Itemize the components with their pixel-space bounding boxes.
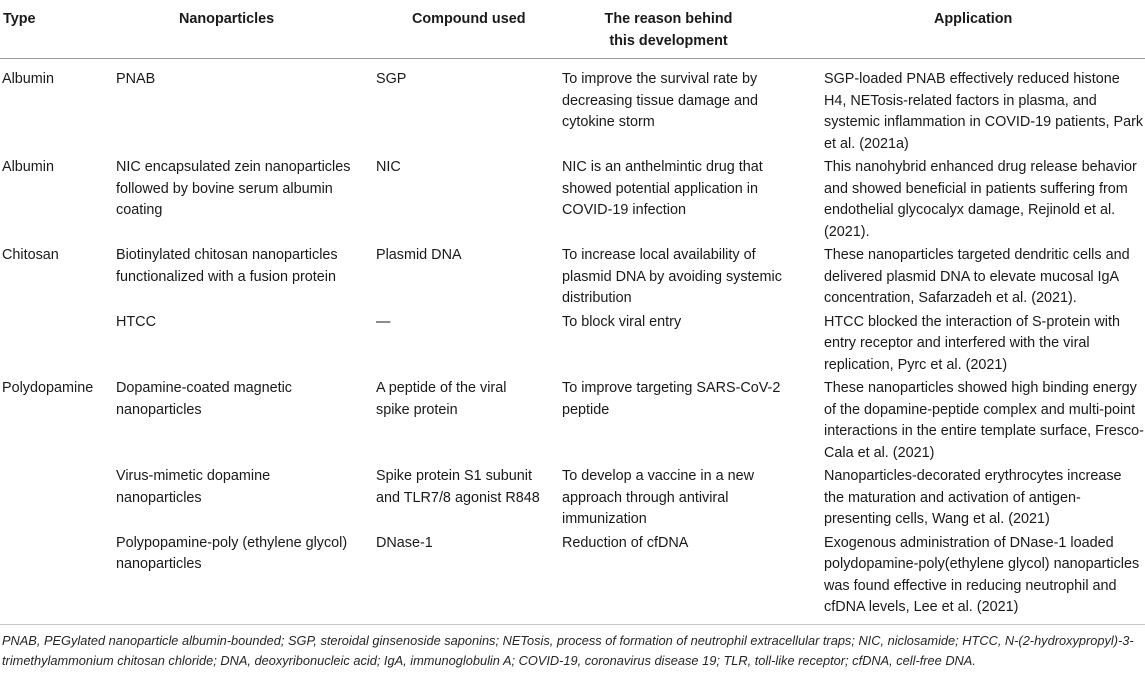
cell-compound: — [376, 313, 391, 330]
table-row [0, 243, 1145, 310]
cell-nanoparticles: Virus-mimetic dopamine nanoparticles [116, 468, 271, 506]
table-row [0, 310, 1145, 377]
cell-compound: SGP [376, 71, 407, 87]
cell-application: Nanoparticles-decorated erythrocytes increase the maturation and activation of antigen-presenting cells, Wang et al. (2021) [824, 468, 1122, 527]
cell-type: Polydopamine [2, 380, 94, 396]
cell-type: Albumin [2, 159, 54, 175]
cell-application: These nanoparticles showed high binding energy of the dopamine-peptide complex and multi-point interactions in the entire template surface, Fresco-Cala et al. (2021) [824, 380, 1144, 461]
cell-application: This nanohybrid enhanced drug release behavior and showed beneficial in patients suffering from endothelial glycocalyx damage, Rejinold et al. (2021). [824, 159, 1137, 240]
header-row [0, 0, 1145, 59]
cell-reason: NIC is an anthelmintic drug that showed potential application in COVID-19 infection [562, 159, 763, 218]
cell-compound: DNase-1 [376, 534, 433, 551]
cell-application: SGP-loaded PNAB effectively reduced histone H4, NETosis-related factors in plasma, and systemic inflammation in COVID-19 patients, Park et al. (2021a) [824, 71, 1144, 152]
table-row [0, 155, 1145, 243]
cell-application: HTCC blocked the interaction of S-protein with entry receptor and interfered with the viral replication, Pyrc et al. (2021) [824, 313, 1120, 373]
cell-compound: Spike protein S1 subunit and TLR7/8 agonist R848 [376, 468, 540, 506]
header-type: Type [3, 11, 36, 27]
cell-reason: To develop a vaccine in a new approach through antiviral immunization [562, 468, 754, 527]
cell-type [0, 464, 114, 531]
table-footnote: PNAB, PEGylated nanoparticle albumin-bounded; SGP, steroidal ginsenoside saponins; NETosis, process of formation of neutrophil extracellular traps; NIC, niclosamide; HTCC, N-(2-hydroxypropyl)-3-trimethylammonium chitosan chloride; DNA, deoxyribonucleic acid; IgA, immunoglobulin A; COVID-19, coronavirus disease 19; TLR, toll-like receptor; cfDNA, cell-free DNA. [2, 632, 1134, 668]
cell-reason: To block viral entry [562, 313, 682, 330]
header-compound: Compound used [412, 11, 526, 27]
cell-nanoparticles: PNAB [116, 71, 156, 87]
cell-compound: A peptide of the viral spike protein [376, 380, 507, 418]
header-nanoparticles: Nanoparticles [179, 11, 275, 27]
table-row [0, 59, 1145, 156]
cell-reason: To improve the survival rate by decreasing tissue damage and cytokine storm [562, 71, 759, 130]
cell-type: Chitosan [2, 247, 59, 263]
cell-application: Exogenous administration of DNase-1 loaded polydopamine-poly(ethylene glycol) nanoparticles was found effective in reducing neutrophil and cfDNA levels, Lee et al. (2021) [824, 534, 1140, 615]
cell-nanoparticles: Polypopamine-poly (ethylene glycol) nanoparticles [116, 534, 348, 572]
table-header [0, 0, 1145, 59]
cell-compound: Plasmid DNA [376, 247, 462, 263]
table-row [0, 531, 1145, 625]
cell-application: These nanoparticles targeted dendritic cells and delivered plasmid DNA to elevate mucosal IgA concentration, Safarzadeh et al. (2021). [824, 247, 1130, 306]
cell-nanoparticles: Dopamine-coated magnetic nanoparticles [116, 380, 292, 418]
header-application: Application [934, 11, 1013, 27]
table-body [0, 59, 1145, 625]
cell-reason: To improve targeting SARS-CoV-2 peptide [562, 380, 781, 418]
header-reason: The reason behind this development [604, 11, 733, 49]
cell-nanoparticles: NIC encapsulated zein nanoparticles followed by bovine serum albumin coating [116, 159, 351, 218]
table-row [0, 376, 1145, 464]
cell-compound: NIC [376, 159, 401, 175]
cell-type [0, 531, 114, 625]
cell-type: Albumin [2, 71, 54, 87]
cell-reason: To increase local availability of plasmid DNA by avoiding systemic distribution [562, 247, 782, 306]
table-row [0, 464, 1145, 531]
cell-reason: Reduction of cfDNA [562, 534, 689, 551]
cell-nanoparticles: HTCC [116, 313, 156, 330]
cell-type [0, 310, 114, 377]
cell-nanoparticles: Biotinylated chitosan nanoparticles functionalized with a fusion protein [116, 247, 338, 285]
